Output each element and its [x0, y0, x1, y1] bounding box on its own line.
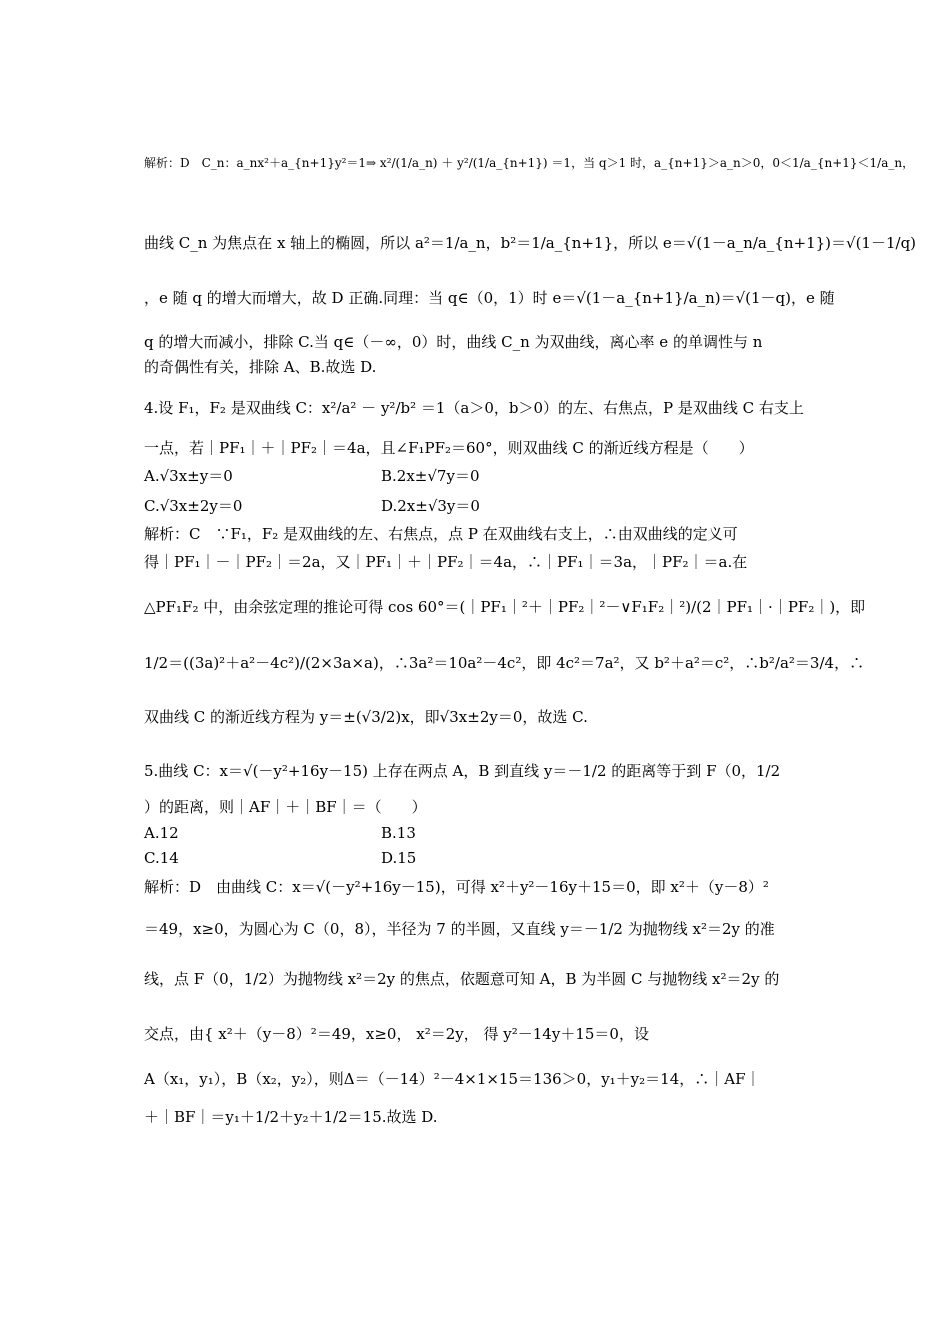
question-4-option-d: D.2x±√3y＝0: [381, 497, 480, 515]
solution-5-line-2: ＝49，x≥0，为圆心为 C（0，8），半径为 7 的半圆，又直线 y＝－1/2 为抛物线 x²＝2y 的准: [144, 920, 775, 938]
solution-4-line-2: 得｜PF₁｜－｜PF₂｜＝2a，又｜PF₁｜＋｜PF₂｜＝4a，∴｜PF₁｜＝3a，｜PF₂｜＝a.在: [144, 553, 748, 571]
solution-4-line-3: △PF₁F₂ 中，由余弦定理的推论可得 cos 60°＝(｜PF₁｜²＋｜PF₂｜²－∨F₁F₂｜²)/(2｜PF₁｜·｜PF₂｜)，即: [144, 598, 866, 616]
question-4-option-b: B.2x±√7y＝0: [381, 467, 480, 485]
solution-5-line-5: A（x₁，y₁），B（x₂，y₂），则Δ＝（－14）²－4×1×15＝136＞0，y₁＋y₂＝14，∴｜AF｜: [144, 1070, 761, 1088]
solution-4-line-1: 解析：C ∵F₁，F₂ 是双曲线的左、右焦点，点 P 在双曲线右支上，∴由双曲线的定义可: [144, 525, 738, 543]
solution-5-line-1: 解析：D 由曲线 C：x＝√(－y²+16y－15)，可得 x²＋y²－16y＋15＝0，即 x²＋（y－8）²: [144, 878, 769, 896]
question-5-option-b: B.13: [381, 824, 416, 842]
question-5-option-d: D.15: [381, 849, 417, 867]
solution-3-line-2: 曲线 C_n 为焦点在 x 轴上的椭圆，所以 a²＝1/a_n，b²＝1/a_{n+1}，所以 e＝√(1－a_n/a_{n+1})＝√(1－1/q): [144, 234, 917, 252]
question-4-option-a: A.√3x±y＝0: [144, 467, 233, 485]
solution-3-line-3: ，e 随 q 的增大而增大，故 D 正确.同理：当 q∈（0，1）时 e＝√(1－a_{n+1}/a_n)＝√(1－q)，e 随: [144, 289, 835, 307]
solution-3-line-5: 的奇偶性有关，排除 A、B.故选 D.: [144, 358, 377, 376]
question-5-option-c: C.14: [144, 849, 179, 867]
question-4-stem-2: 一点，若｜PF₁｜＋｜PF₂｜＝4a，且∠F₁PF₂＝60°，则双曲线 C 的渐近线方程是（ ）: [144, 439, 754, 457]
question-4-stem-1: 4.设 F₁，F₂ 是双曲线 C：x²/a² － y²/b² ＝1（a＞0，b＞0）的左、右焦点，P 是双曲线 C 右支上: [144, 399, 804, 417]
question-5-stem-2: ）的距离，则｜AF｜＋｜BF｜＝（ ）: [144, 798, 427, 816]
solution-5-line-3: 线，点 F（0，1/2）为抛物线 x²＝2y 的焦点，依题意可知 A，B 为半圆 C 与抛物线 x²＝2y 的: [144, 970, 780, 988]
solution-4-line-5: 双曲线 C 的渐近线方程为 y＝±(√3/2)x，即√3x±2y＝0，故选 C.: [144, 708, 588, 726]
question-5-option-a: A.12: [144, 824, 179, 842]
solution-3-line-1: 解析：D C_n：a_nx²＋a_{n+1}y²＝1⇒ x²/(1/a_n) ＋ y²/(1/a_{n+1}) ＝1，当 q＞1 时，a_{n+1}＞a_n＞0，0＜1/a_{n+1}＜1/a_n，: [144, 156, 915, 170]
solution-3-line-4: q 的增大而减小，排除 C.当 q∈（－∞，0）时，曲线 C_n 为双曲线，离心率 e 的单调性与 n: [144, 333, 763, 351]
solution-5-line-6: ＋｜BF｜＝y₁＋1/2＋y₂＋1/2＝15.故选 D.: [144, 1108, 438, 1126]
question-4-option-c: C.√3x±2y＝0: [144, 497, 243, 515]
solution-5-line-4: 交点，由{ x²＋（y－8）²＝49，x≥0， x²＝2y， 得 y²－14y＋15＝0，设: [144, 1025, 649, 1043]
solution-4-line-4: 1/2＝((3a)²＋a²－4c²)/(2×3a×a)，∴3a²＝10a²－4c²，即 4c²＝7a²，又 b²＋a²＝c²，∴b²/a²＝3/4，∴: [144, 654, 865, 672]
question-5-stem-1: 5.曲线 C：x＝√(－y²+16y－15) 上存在两点 A，B 到直线 y＝－1/2 的距离等于到 F（0，1/2: [144, 762, 781, 780]
